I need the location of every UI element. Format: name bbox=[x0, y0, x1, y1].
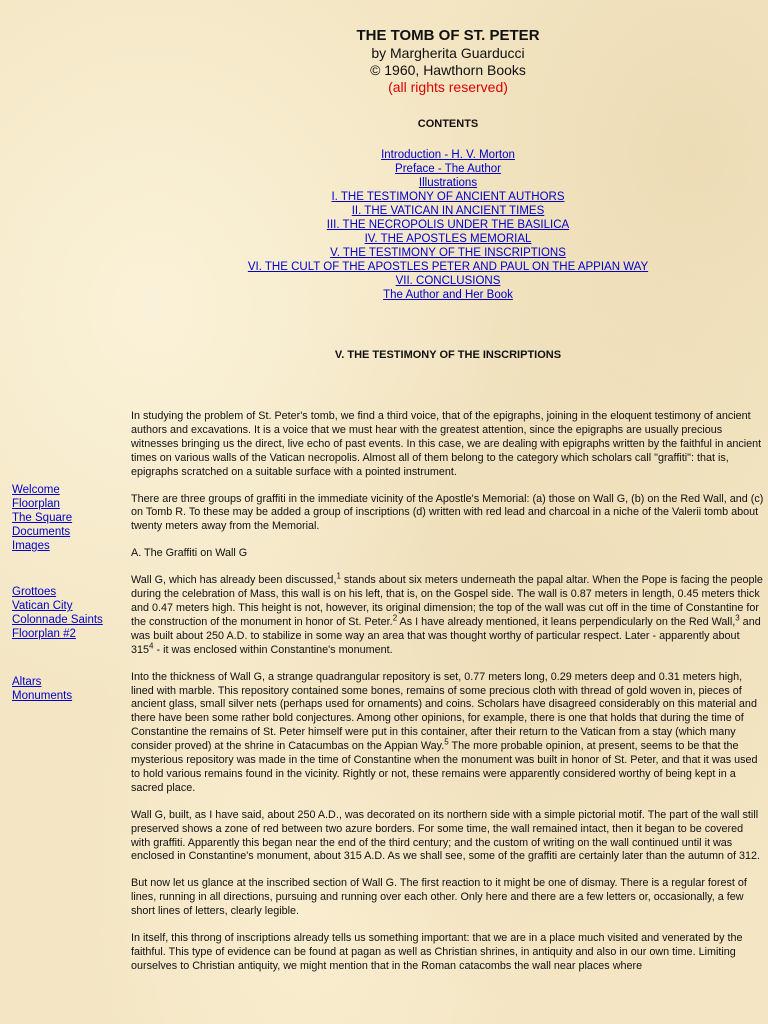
footnote-ref-1[interactable]: 1 bbox=[336, 571, 341, 581]
sidebar-link-documents[interactable]: Documents bbox=[12, 526, 71, 538]
paragraph-4 bbox=[131, 671, 765, 796]
section-heading: V. THE TESTIMONY OF THE INSCRIPTIONS bbox=[334, 349, 562, 361]
sidebar-nav-group-2 bbox=[12, 585, 128, 641]
paragraph-1: In studying the problem of St. Peter's tomb, we find a third voice, that of the epigraphs, joining in the eloquent testimony of ancient authors and excavations. It is a voice that we must hear with the greatest attention, since the epigraphs are usually precious witnesses bringing us the direct, live echo of past events. In this case, we are dealing with epigraphs written by the faithful in ancient times on various walls of the Vatican necropolis. Almost all of them belong to the category which scholars call "graffiti": that is, epigraphs scratched on a suitable surface with a pointed instrument. bbox=[131, 410, 762, 478]
footnote-ref-5[interactable]: 5 bbox=[444, 737, 449, 747]
subsection-heading: A. The Graffiti on Wall G bbox=[131, 547, 248, 560]
toc-link-chapter-5[interactable]: V. THE TESTIMONY OF THE INSCRIPTIONS bbox=[330, 247, 566, 259]
text-span: - it was enclosed within Constantine's monument. bbox=[153, 643, 393, 656]
toc-link-chapter-6[interactable]: VI. THE CULT OF THE APOSTLES PETER AND PAUL ON THE APPIAN WAY bbox=[247, 261, 649, 273]
sidebar-link-welcome[interactable]: Welcome bbox=[12, 484, 60, 496]
copyright-line: © 1960, Hawthorn Books bbox=[370, 62, 526, 78]
toc-link-illustrations[interactable]: Illustrations bbox=[418, 177, 478, 189]
sidebar-link-the-square[interactable]: The Square bbox=[12, 512, 73, 524]
text-span: stands about six meters underneath the papal altar. When the Pope is facing the people during the celebration of Mass, this wall is on his left, that is, on the Gospel side. The wall is 0.87 meters in length, 0.45 meters thick and 0.47 meters high. This height is not, however, its original dimension; the top of the wall was cut off in the time of Constantine for the construction of the monument in honor of St. Peter. bbox=[131, 574, 763, 628]
toc-link-chapter-7[interactable]: VII. CONCLUSIONS bbox=[395, 275, 501, 287]
toc-link-preface[interactable]: Preface - The Author bbox=[395, 163, 501, 175]
article-body bbox=[131, 410, 765, 987]
footnote-ref-2[interactable]: 2 bbox=[392, 613, 398, 623]
paragraph-6: But now let us glance at the inscribed section of Wall G. The first reaction to it might be one of dismay. There is a regular forest of lines, running in all directions, pursuing and running over each other. Only here and there are a few letters or, occasionally, a few short lines of letters, clearly legible. bbox=[131, 877, 747, 918]
text-span: Into the thickness of Wall G, a strange quadrangular repository is set, 0.77 meters long, 0.29 meters deep and 0.31 meters high, lined with marble. This repository contained some bones, remains of some precious cloth with thread of gold woven in, pieces of ancient glass, small silver nets (perhaps used for ornaments) and coins. Scholars have disagreed considerably on this material and there have been some rather bold conjectures. Among other opinions, for example, there is one that holds that during the time of Constantine the remains of St. Peter himself were put in this container, after their return to the Vatican from a stay (which many consider proved) at the shrine in Catacumbas on the Appian Way. bbox=[131, 670, 757, 753]
toc-link-chapter-2[interactable]: II. THE VATICAN IN ANCIENT TIMES bbox=[351, 205, 545, 217]
paragraph-5: Wall G, built, as I have said, about 250 A.D., was decorated on its northern side with a simple pictorial motif. The part of the wall still preserved shows a zone of red between two azure borders. For some time, the wall remained intact, then it began to be covered with graffiti. Apparently this began near the end of the third century; and the custom of writing on the wall continued until it was enclosed in Constantine's monument, about 315 A.D. As we shall see, some of the graffiti are certainly later than the autumn of 312. bbox=[131, 808, 761, 863]
toc-link-chapter-1[interactable]: I. THE TESTIMONY OF ANCIENT AUTHORS bbox=[331, 191, 565, 203]
table-of-contents bbox=[128, 148, 768, 302]
text-span: The more probable opinion, at present, seems to be that the mysterious repository was made in the time of Constantine when the monument was built in honor of St. Peter, and that it was used to hold various remains found in the vicinity. Rightly or not, these remains were apparently considered worthy of being kept in a sacred place. bbox=[131, 740, 758, 794]
toc-link-chapter-4[interactable]: IV. THE APOSTLES MEMORIAL bbox=[364, 233, 532, 245]
sidebar-nav-group-3 bbox=[12, 675, 128, 703]
page-header bbox=[128, 27, 768, 96]
paragraph-2: There are three groups of graffiti in the immediate vicinity of the Apostle's Memorial: (a) those on Wall G, (b) on the Red Wall, and (c) on Tomb R. To these may be added a group of inscriptions (d) written with red lead and charcoal in a niche of the Valerii tomb about twenty meters away from the Memorial. bbox=[131, 492, 764, 533]
sidebar-link-images[interactable]: Images bbox=[12, 540, 50, 552]
rights-notice: (all rights reserved) bbox=[388, 79, 508, 95]
footnote-ref-4[interactable]: 4 bbox=[149, 641, 154, 651]
sidebar-link-vatican-city[interactable]: Vatican City bbox=[12, 600, 73, 612]
sidebar-link-colonnade-saints[interactable]: Colonnade Saints bbox=[12, 614, 103, 626]
text-span: and was built about 250 A.D. to stabilize in some way an area that was thought worthy of particular respect. Later - apparently about 315 bbox=[131, 615, 761, 656]
sidebar-link-altars[interactable]: Altars bbox=[12, 676, 42, 688]
text-span: As I have already mentioned, it leans perpendicularly on the Red Wall, bbox=[397, 615, 736, 628]
contents-heading: CONTENTS bbox=[417, 118, 479, 130]
text-span: Wall G, which has already been discussed, bbox=[131, 574, 337, 587]
book-title: THE TOMB OF ST. PETER bbox=[356, 27, 540, 44]
toc-link-introduction[interactable]: Introduction - H. V. Morton bbox=[381, 149, 515, 161]
toc-link-chapter-3[interactable]: III. THE NECROPOLIS UNDER THE BASILICA bbox=[326, 219, 570, 231]
paragraph-3 bbox=[131, 571, 765, 657]
toc-link-author-book[interactable]: The Author and Her Book bbox=[383, 289, 513, 301]
sidebar-link-monuments[interactable]: Monuments bbox=[12, 690, 73, 702]
paragraph-7: In itself, this throng of inscriptions already tells us something important: that we are in a place much visited and venerated by the faithful. This type of evidence can be found at pagan as well as Christian shrines, in antiquity and also in our own time. Limiting ourselves to Christian antiquity, we might mention that in the Roman catacombs the wall near places where bbox=[131, 932, 743, 972]
book-author: by Margherita Guarducci bbox=[371, 45, 525, 61]
sidebar-link-grottoes[interactable]: Grottoes bbox=[12, 586, 57, 598]
sidebar-link-floorplan[interactable]: Floorplan bbox=[12, 498, 60, 510]
footnote-ref-3[interactable]: 3 bbox=[735, 613, 740, 623]
sidebar-link-floorplan-2[interactable]: Floorplan #2 bbox=[12, 628, 76, 640]
sidebar-nav-group-1 bbox=[12, 483, 128, 553]
